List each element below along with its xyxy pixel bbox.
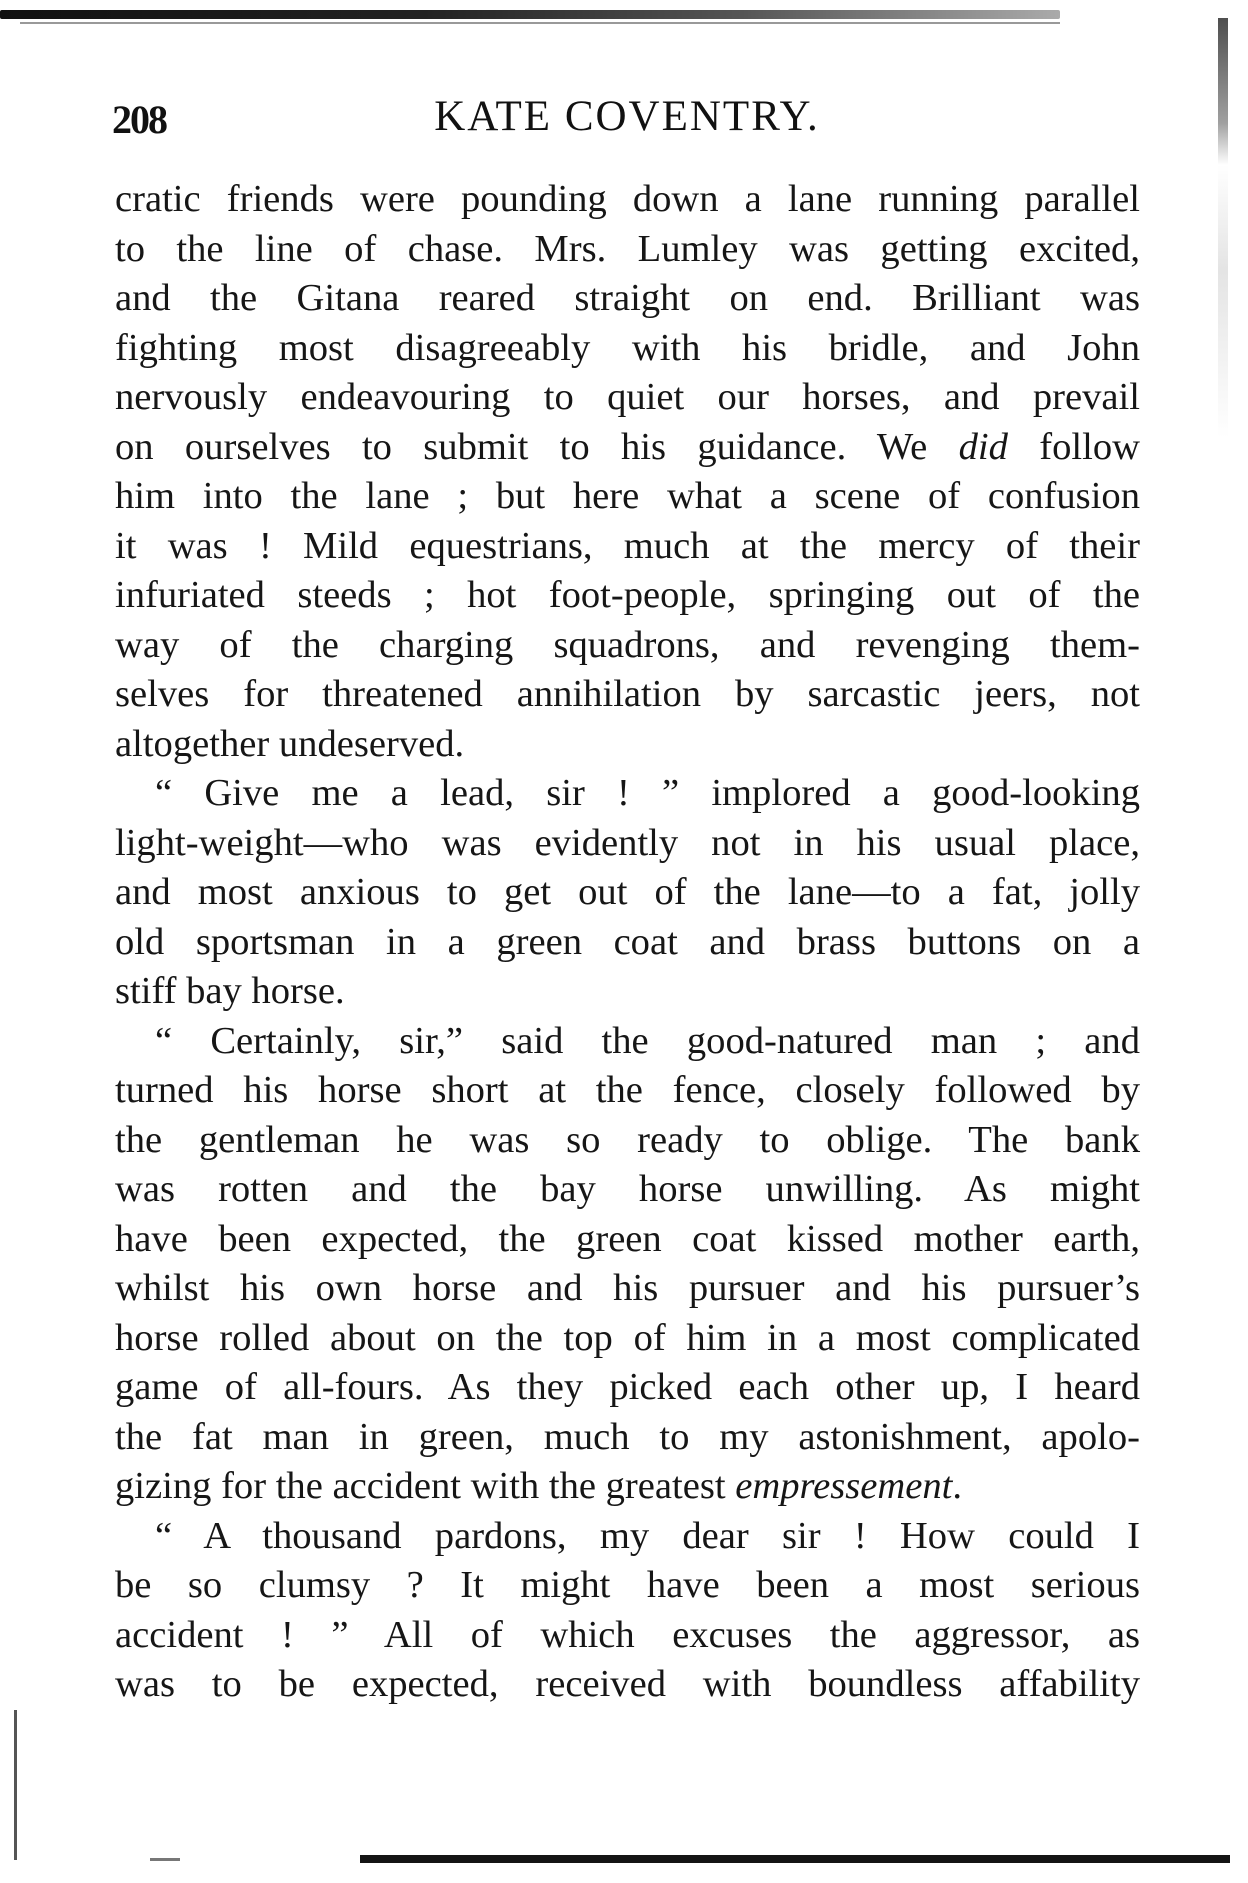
- text-line: the gentleman he was so ready to oblige. The bank: [115, 1118, 1140, 1161]
- text-line: fighting most disagreeably with his bridle, and John: [115, 326, 1140, 369]
- text-line: game of all-fours. As they picked each other up, I heard: [115, 1366, 1140, 1408]
- top-edge-rule: [0, 10, 1060, 19]
- text-line: cratic friends were pounding down a lane running parallel: [115, 178, 1140, 220]
- text-line: turned his horse short at the fence, closely followed by: [115, 1069, 1140, 1111]
- text-line: gizing for the accident with the greatest empressement.: [115, 1465, 963, 1507]
- bottom-edge-rule: [360, 1855, 1230, 1863]
- text-line: altogether undeserved.: [115, 722, 465, 765]
- bottom-edge-mark: [150, 1858, 180, 1861]
- text-line: “ A thousand pardons, my dear sir ! How could I: [155, 1514, 1140, 1557]
- text-line: and most anxious to get out of the lane—to a fat, jolly: [115, 871, 1140, 913]
- text-line: to the line of chase. Mrs. Lumley was getting excited,: [115, 227, 1140, 270]
- running-head: KATE COVENTRY.: [434, 93, 820, 140]
- text-line: him into the lane ; but here what a scene of confusion: [115, 475, 1140, 517]
- text-line: stiff bay horse.: [115, 970, 345, 1012]
- text-line: “ Certainly, sir,” said the good-natured man ; and: [155, 1019, 1140, 1062]
- text-line: selves for threatened annihilation by sarcastic jeers, not: [115, 673, 1140, 715]
- text-line: infuriated steeds ; hot foot-people, springing out of the: [115, 574, 1140, 616]
- page-number: 208: [112, 97, 166, 142]
- text-line: nervously endeavouring to quiet our horses, and prevail: [115, 376, 1140, 418]
- page-header: [112, 92, 1142, 162]
- text-line: it was ! Mild equestrians, much at the mercy of their: [115, 524, 1140, 567]
- body-text: [115, 175, 1140, 1710]
- text-line: on ourselves to submit to his guidance. We did follow: [115, 425, 1140, 468]
- top-edge-thin-rule: [20, 22, 1060, 24]
- italic-word: empressement: [735, 1465, 953, 1507]
- text-line: be so clumsy ? It might have been a most serious: [115, 1564, 1140, 1606]
- text-line: “ Give me a lead, sir ! ” implored a good-looking: [155, 772, 1140, 814]
- italic-word: did: [958, 425, 1008, 468]
- text-line: accident ! ” All of which excuses the aggressor, as: [115, 1613, 1140, 1656]
- text-line: light-weight—who was evidently not in his usual place,: [115, 821, 1140, 864]
- text-line: was rotten and the bay horse unwilling. As might: [115, 1168, 1140, 1210]
- text-line: have been expected, the green coat kissed mother earth,: [115, 1217, 1140, 1260]
- text-line: the fat man in green, much to my astonishment, apolo-: [115, 1415, 1140, 1458]
- text-line: old sportsman in a green coat and brass buttons on a: [115, 920, 1140, 963]
- right-page-edge-mark: [1218, 18, 1228, 438]
- left-page-edge-mark: [14, 1710, 17, 1860]
- text-line: whilst his own horse and his pursuer and his pursuer’s: [115, 1267, 1140, 1309]
- text-line: and the Gitana reared straight on end. Brilliant was: [115, 277, 1140, 319]
- text-line: way of the charging squadrons, and revenging them-: [115, 623, 1140, 666]
- text-line: horse rolled about on the top of him in a most complicated: [115, 1316, 1140, 1359]
- text-line: was to be expected, received with boundless affability: [115, 1663, 1140, 1705]
